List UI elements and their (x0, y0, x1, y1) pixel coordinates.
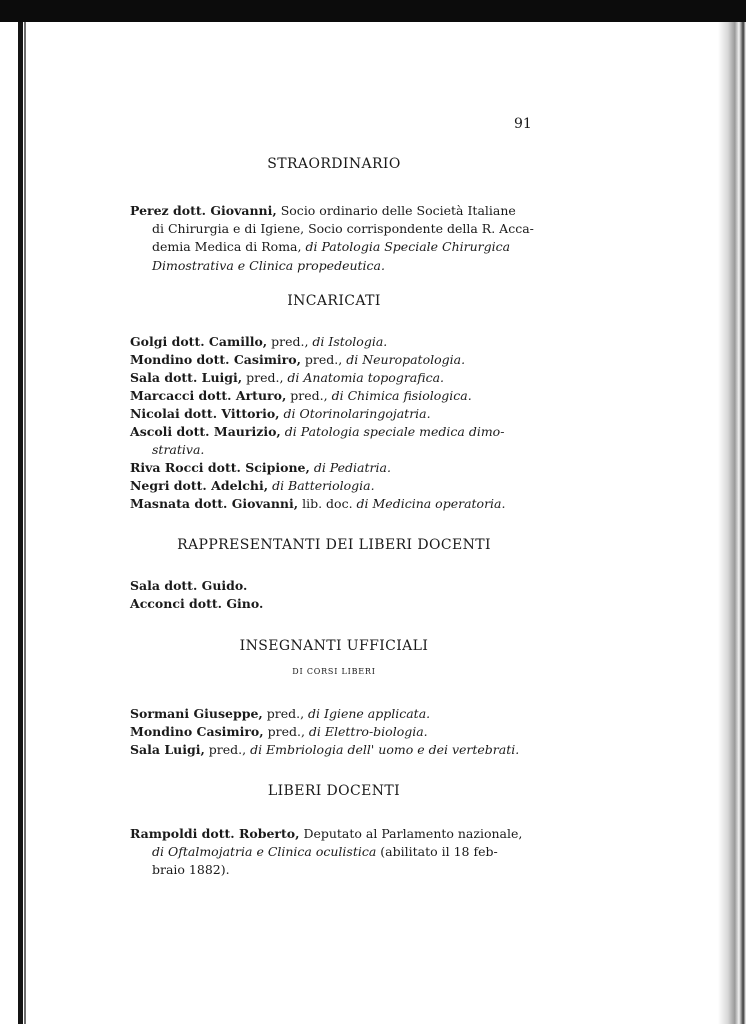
entry-line (130, 825, 544, 843)
person-name: Sala dott. Guido. (130, 578, 248, 593)
entry-subject: strativa. (152, 442, 205, 457)
entry-line (130, 861, 544, 879)
entry-subject: di Otorinolaringojatria. (283, 406, 431, 421)
person-name: Marcacci dott. Arturo, (130, 388, 287, 403)
entry-subject: di Chimica fisiologica. (331, 388, 472, 403)
entry-subject: di Patologia Speciale Chirurgica (305, 239, 511, 255)
entry-subject: di Neuropatologia. (346, 352, 466, 367)
list-item (130, 478, 375, 493)
scan-left-binding-shadow (24, 22, 26, 1024)
list-item (130, 460, 391, 475)
person-name: Mondino dott. Casimiro, (130, 352, 301, 367)
entry-perez (130, 202, 544, 275)
person-name: Sormani Giuseppe, (130, 706, 263, 721)
person-name: Perez dott. Giovanni, (130, 203, 277, 218)
entry-text: di Chirurgia e di Igiene, Socio corrispondente della R. Acca- (152, 221, 534, 237)
person-name: Golgi dott. Camillo, (130, 334, 268, 349)
entry-text: pred., (242, 370, 288, 385)
entry-text: braio 1882). (152, 862, 230, 878)
list-item (130, 742, 519, 757)
list-item (130, 406, 431, 421)
entry-text: Deputato al Parlamento nazionale, (299, 826, 523, 841)
person-name: Acconci dott. Gino. (130, 596, 264, 611)
entry-text: pred., (267, 334, 313, 349)
entry-text: pred., (300, 352, 347, 367)
person-name: Ascoli dott. Maurizio, (130, 424, 281, 439)
heading-liberi-docenti: LIBERI DOCENTI (267, 783, 401, 799)
list-item (130, 352, 465, 367)
page-number: 91 (514, 116, 532, 132)
list-item (130, 596, 263, 611)
entry-text: Socio ordinario delle Società Italiane (276, 203, 516, 218)
entry-subject: di Embriologia dell' uomo e dei vertebrati. (250, 742, 520, 757)
list-item (130, 370, 444, 385)
entry-text: pred., (262, 706, 309, 721)
person-name: Nicolai dott. Vittorio, (130, 406, 280, 421)
entry-subject: di Batteriologia. (272, 478, 375, 493)
person-name: Sala dott. Luigi, (130, 370, 243, 385)
entry-subject: di Medicina operatoria. (356, 496, 506, 511)
entry-rampoldi (130, 825, 544, 880)
scan-top-border (0, 0, 746, 22)
entry-text: pred., (286, 388, 332, 403)
heading-rappresentanti: RAPPRESENTANTI DEI LIBERI DOCENTI (177, 537, 491, 553)
list-item (130, 388, 472, 403)
list-item (130, 724, 428, 739)
entry-subject: di Elettro-biologia. (308, 724, 428, 739)
entry-line (130, 257, 544, 275)
entry-text: pred., (263, 724, 309, 739)
person-name: Rampoldi dott. Roberto, (130, 826, 300, 841)
list-item (130, 578, 247, 593)
entry-subject: di Anatomia topografica. (287, 370, 445, 385)
entry-line (130, 202, 544, 220)
entry-text: demia Medica di Roma, (152, 239, 306, 255)
person-name: Masnata dott. Giovanni, (130, 496, 299, 511)
entry-subject: di Pediatria. (313, 460, 391, 475)
person-name: Negri dott. Adelchi, (130, 478, 269, 493)
entry-text: (abilitato il 18 feb- (376, 844, 498, 860)
entry-text: pred., (204, 742, 251, 757)
list-item (130, 496, 505, 511)
person-name: Riva Rocci dott. Scipione, (130, 460, 310, 475)
entry-text: lib. doc. (298, 496, 357, 511)
person-name: Mondino Casimiro, (130, 724, 264, 739)
list-item (130, 706, 430, 721)
entry-subject: di Patologia speciale medica dimo- (284, 424, 505, 439)
entry-subject: di Istologia. (312, 334, 388, 349)
entry-line (130, 238, 544, 256)
entry-subject: di Igiene applicata. (308, 706, 431, 721)
subheading-corsi-liberi: DI CORSI LIBERI (292, 667, 376, 676)
list-item (130, 424, 504, 439)
entry-subject: di Oftalmojatria e Clinica oculistica (152, 844, 377, 860)
heading-insegnanti-ufficiali: INSEGNANTI UFFICIALI (239, 638, 429, 654)
scan-left-binding-edge (18, 22, 23, 1024)
entry-line (130, 843, 544, 861)
heading-straordinario: STRAORDINARIO (267, 156, 401, 172)
scan-right-page-edge (718, 22, 746, 1024)
list-item-continuation (152, 442, 204, 457)
person-name: Sala Luigi, (130, 742, 205, 757)
heading-incaricati: INCARICATI (287, 293, 381, 309)
entry-subject: Dimostrativa e Clinica propedeutica. (152, 257, 385, 273)
list-item (130, 334, 387, 349)
entry-line (130, 220, 544, 238)
